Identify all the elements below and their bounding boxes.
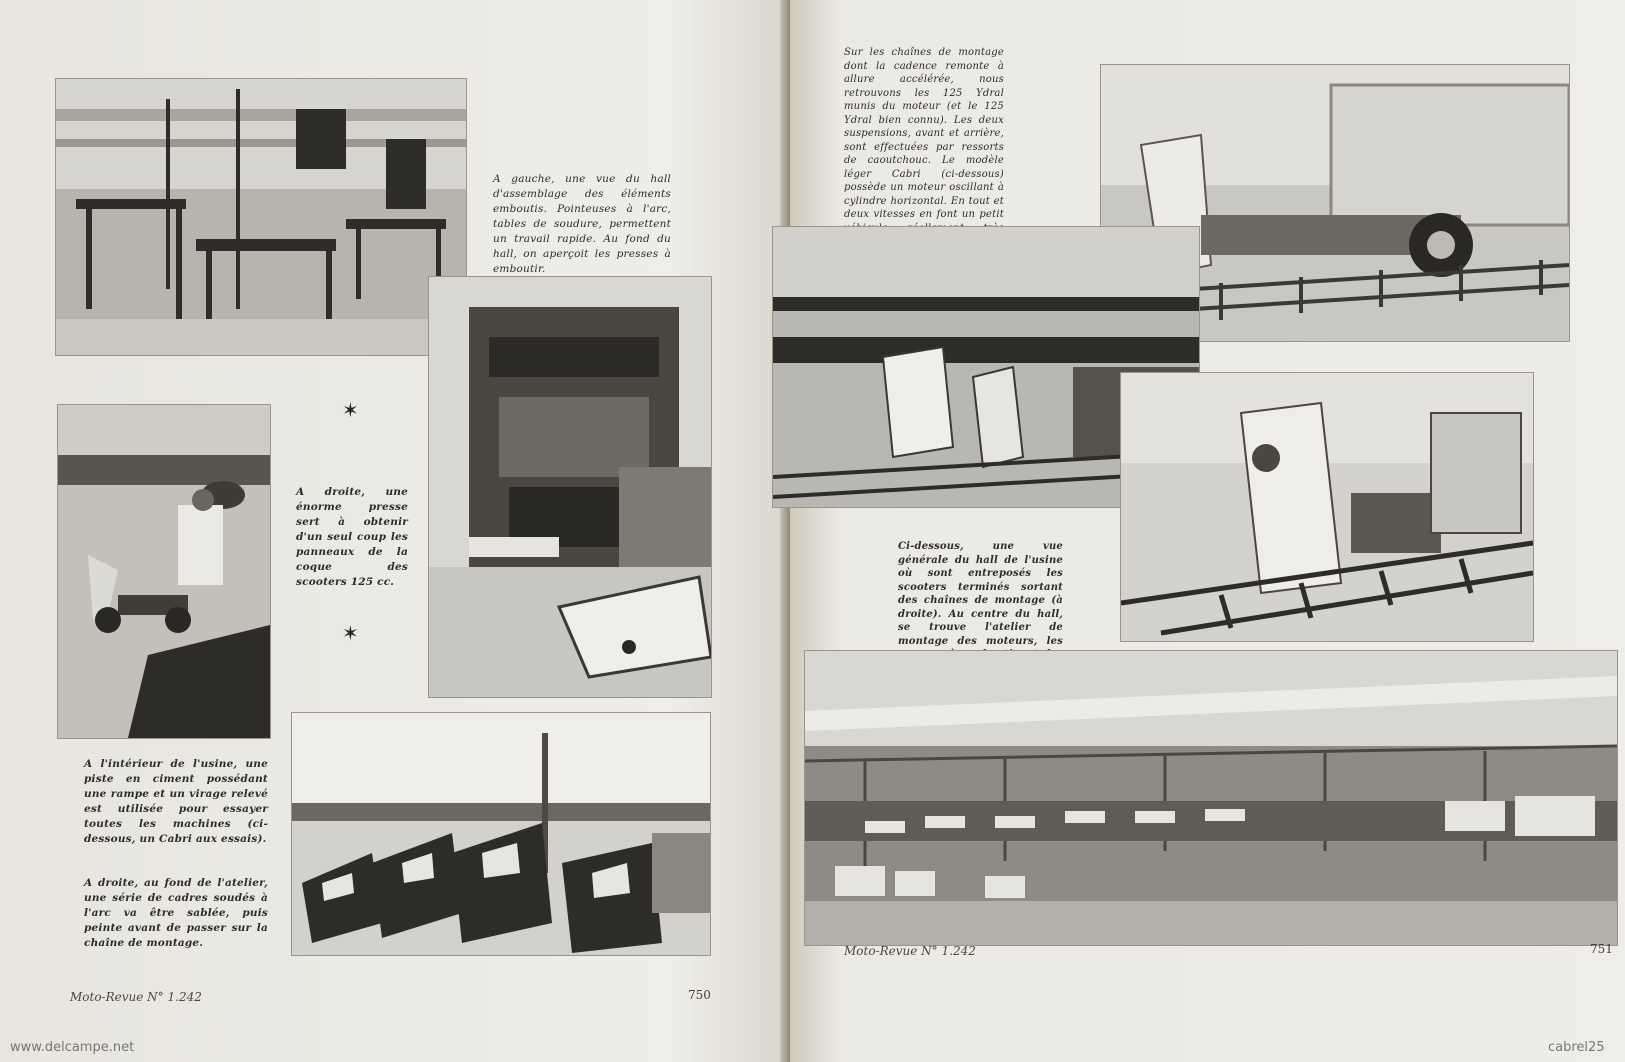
photo-general-hall [804,650,1618,946]
magazine-name-left: Moto-Revue N° 1.242 [70,990,202,1004]
star-ornament-top: ✶ [342,398,359,422]
page-number-right: 751 [1590,942,1613,956]
photo-stamping-press [428,276,712,698]
caption-giant-press: A droite, une énorme presse sert à obtenir d'un seul coup les panneaux de la coque des scooters 125 cc. [296,486,408,588]
magazine-name-right: Moto-Revue N° 1.242 [844,944,976,958]
watermark-right: cabrel25 [1548,1040,1605,1055]
caption-test-track: A l'intérieur de l'usine, une piste en ciment possédant une rampe et un virage relevé est utilisée pour essayer toutes les machines (ci-dessous, un Cabri aux essais). [84,758,268,845]
caption-frames: A droite, au fond de l'atelier, une série de cadres soudés à l'arc va être sablée, puis peinte avant de passer sur la chaîne de montage. [84,877,268,949]
page-number-left: 750 [688,988,711,1002]
photo-frames-conveyor [1120,372,1534,642]
caption-assembly-lines: Sur les chaînes de montage dont la cadence remonte à allure accélérée, nous retrouvons les 125 Ydral munis du moteur (et le 125 Ydral bien connu). Les deux suspensions, avant et arrière, sont effectuées par ressorts de caoutchouc. Le modèle léger Cabri (ci-dessous) possède un moteur oscillant à cylindre horizontal. En tout et deux vitesses en font un petit [844,47,1004,220]
left-page [0,0,790,1062]
photo-assembly-hall [55,78,467,356]
star-ornament-bottom: ✶ [342,621,359,645]
watermark-left: www.delcampe.net [10,1040,135,1055]
caption-assembly-hall: A gauche, une vue du hall d'assemblage des éléments emboutis. Pointeuses à l'arc, tables de soudure, permettent un travail rapide. Au fond du hall, on aperçoit les presses à emboutir. [493,173,671,275]
caption-general-hall: Ci-dessous, une vue générale du hall de l'usine où sont entreposés les scooters terminés sortant des chaînes de montage (à droite). Au centre du hall, se trouve l'atelier de montage des moteurs, les [898,541,1063,647]
photo-test-track [57,404,271,739]
photo-welded-frames [291,712,711,956]
right-page [790,0,1625,1062]
